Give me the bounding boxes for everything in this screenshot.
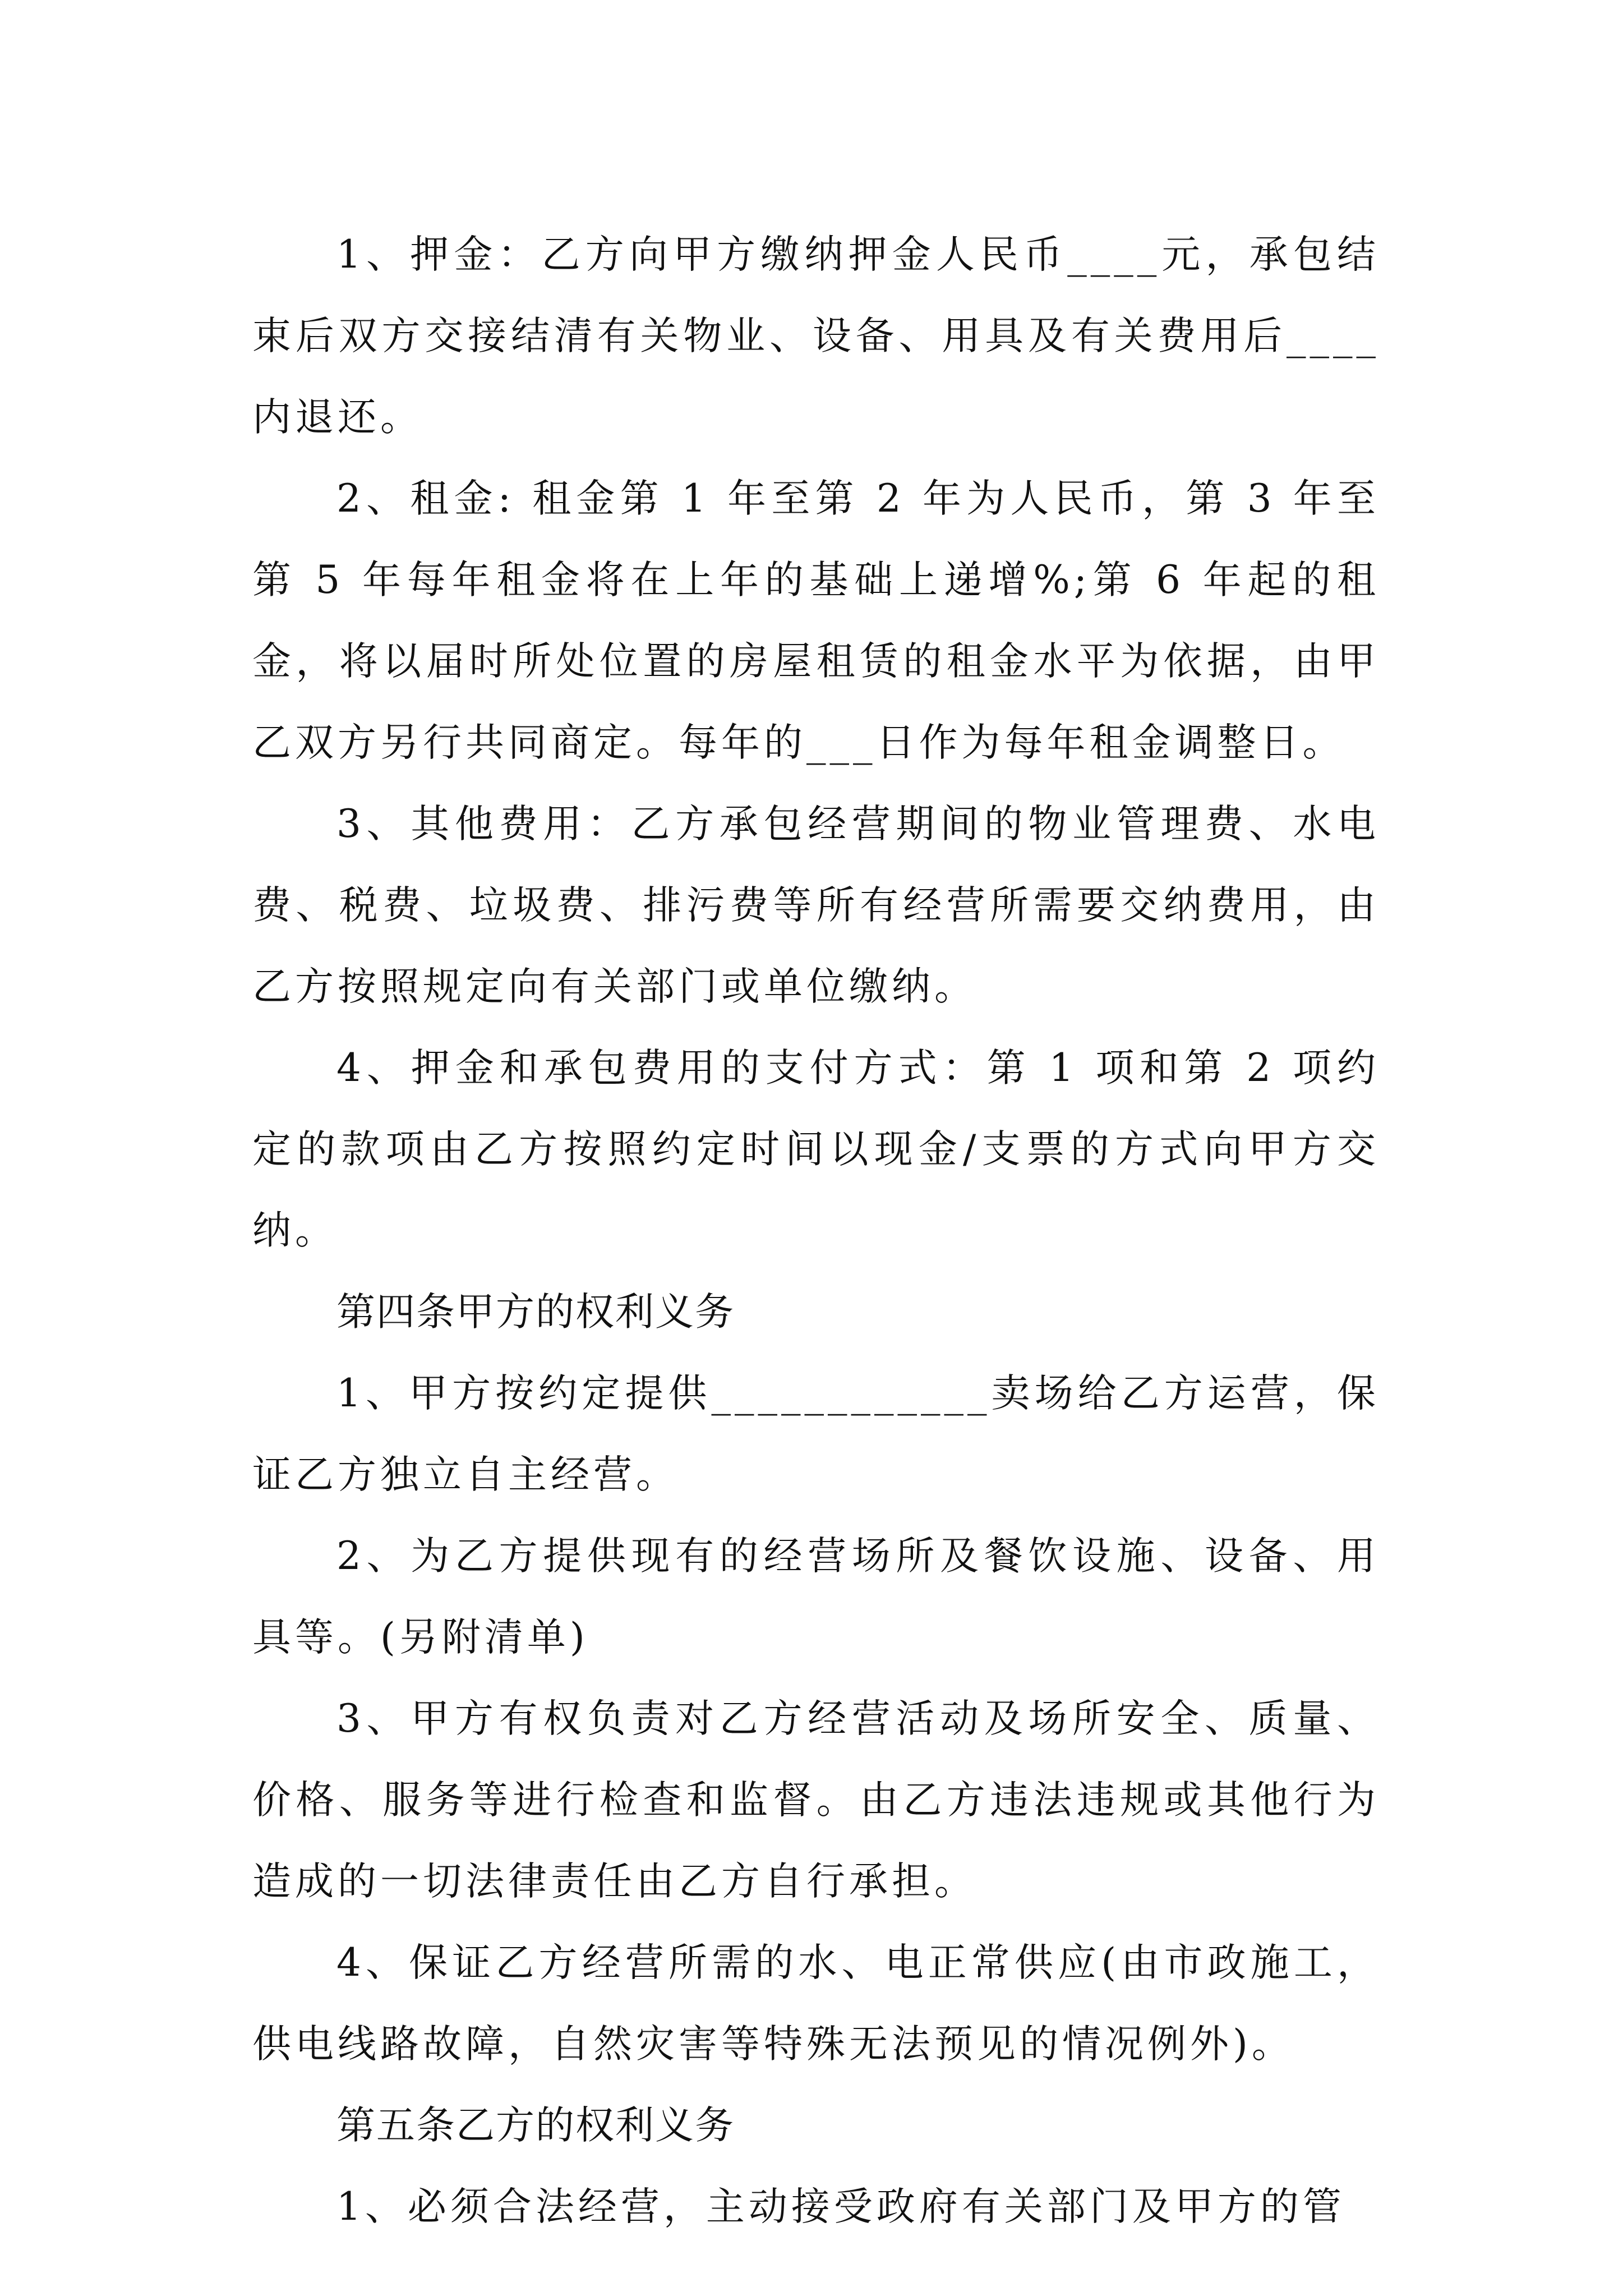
clause-other-fees: 3、其他费用：乙方承包经营期间的物业管理费、水电费、税费、垃圾费、排污费等所有经营所需要交纳费用，由乙方按照规定向有关部门或单位缴纳。	[252, 802, 1380, 1009]
clause-deposit: 1、押金：乙方向甲方缴纳押金人民币____元，承包结束后双方交接结清有关物业、设备、用具及有关费用后____内退还。	[252, 232, 1380, 440]
party-a-duty-3: 3、甲方有权负责对乙方经营活动及场所安全、质量、价格、服务等进行检查和监督。由乙方违法违规或其他行为造成的一切法律责任由乙方自行承担。	[252, 1696, 1380, 1904]
clause-payment-method: 4、押金和承包费用的支付方式：第 1 项和第 2 项约定的款项由乙方按照约定时间以现金/支票的方式向甲方交纳。	[252, 1046, 1380, 1253]
party-b-duty-1: 1、必须合法经营，主动接受政府有关部门及甲方的管	[336, 2184, 1345, 2229]
clause-rent: 2、租金: 租金第 1 年至第 2 年为人民币，第 3 年至第 5 年每年租金将在上年的基础上递增%;第 6 年起的租金，将以届时所处位置的房屋租赁的租金水平为依据，由甲乙双方另行共同商定。每年的___日作为每年租金调整日。	[252, 476, 1380, 765]
party-a-duty-1: 1、甲方按约定提供____________卖场给乙方运营，保证乙方独立自主经营。	[252, 1371, 1380, 1497]
section-heading-party-a: 第四条甲方的权利义务	[336, 1290, 735, 1335]
party-a-duty-2: 2、为乙方提供现有的经营场所及餐饮设施、设备、用具等。(另附清单)	[252, 1534, 1380, 1660]
party-a-duty-4: 4、保证乙方经营所需的水、电正常供应(由市政施工，供电线路故障，自然灾害等特殊无法预见的情况例外)。	[252, 1940, 1380, 2067]
section-heading-party-b: 第五条乙方的权利义务	[336, 2103, 735, 2148]
document-body	[252, 214, 1380, 2248]
